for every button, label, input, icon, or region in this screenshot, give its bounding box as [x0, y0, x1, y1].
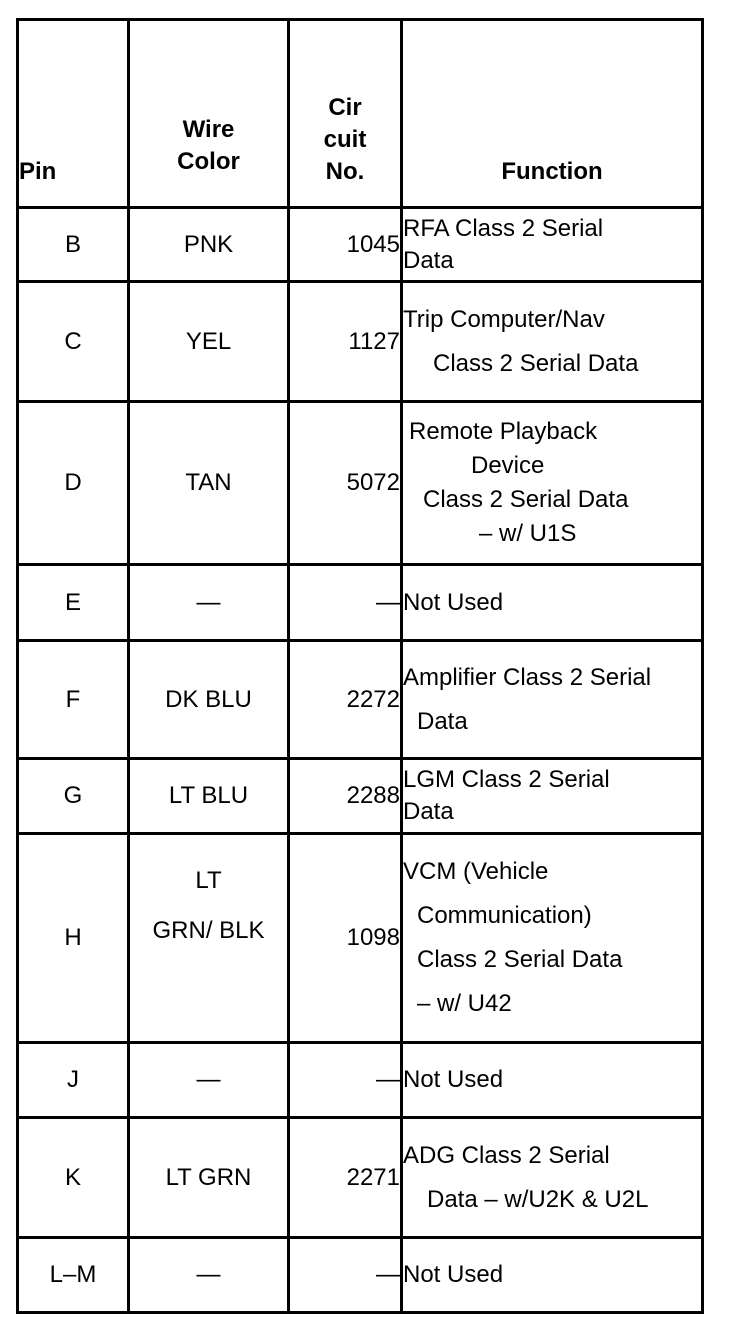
header-row: [18, 20, 703, 208]
table-row: [18, 1043, 703, 1118]
function-cell: Not Used: [402, 1043, 703, 1118]
function-cell: RFA Class 2 Serial Data: [402, 208, 703, 282]
pin-cell: H: [18, 834, 129, 1043]
function-cell: ADG Class 2 Serial Data – w/U2K & U2L: [402, 1118, 703, 1238]
header-function: Function: [402, 20, 703, 208]
circuit-cell: 2288: [289, 759, 402, 834]
wire-color-cell: LT BLU: [129, 759, 289, 834]
function-cell: Not Used: [402, 1238, 703, 1313]
header-circuit-number: Cir cuit No.: [289, 20, 402, 208]
wire-color-cell: —: [129, 565, 289, 641]
connector-pinout-table: [16, 18, 704, 1314]
circuit-cell: —: [289, 1238, 402, 1313]
header-wire-color: Wire Color: [129, 20, 289, 208]
circuit-cell: —: [289, 565, 402, 641]
pin-cell: J: [18, 1043, 129, 1118]
table-row: [18, 565, 703, 641]
circuit-cell: 1098: [289, 834, 402, 1043]
table-row: [18, 834, 703, 1043]
table-row: [18, 759, 703, 834]
wire-color-cell: TAN: [129, 402, 289, 565]
wire-color-cell: PNK: [129, 208, 289, 282]
pin-cell: E: [18, 565, 129, 641]
pin-cell: L–M: [18, 1238, 129, 1313]
wire-color-cell: —: [129, 1238, 289, 1313]
wire-color-cell: YEL: [129, 282, 289, 402]
wire-color-cell: DK BLU: [129, 641, 289, 759]
wire-color-cell: LT GRN: [129, 1118, 289, 1238]
function-cell: Amplifier Class 2 Serial Data: [402, 641, 703, 759]
table-row: [18, 402, 703, 565]
header-pin: Pin: [18, 20, 129, 208]
function-cell: Remote Playback Device Class 2 Serial Data – w/ U1S: [402, 402, 703, 565]
table-row: [18, 1118, 703, 1238]
circuit-cell: 5072: [289, 402, 402, 565]
table-row: [18, 208, 703, 282]
circuit-cell: —: [289, 1043, 402, 1118]
table-row: [18, 641, 703, 759]
wire-color-cell: LT GRN/ BLK: [129, 834, 289, 1043]
function-cell: LGM Class 2 Serial Data: [402, 759, 703, 834]
table-row: [18, 282, 703, 402]
pin-cell: F: [18, 641, 129, 759]
wire-color-cell: —: [129, 1043, 289, 1118]
pin-cell: G: [18, 759, 129, 834]
circuit-cell: 2272: [289, 641, 402, 759]
function-cell: VCM (Vehicle Communication) Class 2 Serial Data – w/ U42: [402, 834, 703, 1043]
pin-cell: C: [18, 282, 129, 402]
function-cell: Not Used: [402, 565, 703, 641]
circuit-cell: 2271: [289, 1118, 402, 1238]
table-row: [18, 1238, 703, 1313]
function-cell: Trip Computer/Nav Class 2 Serial Data: [402, 282, 703, 402]
pin-cell: D: [18, 402, 129, 565]
circuit-cell: 1045: [289, 208, 402, 282]
circuit-cell: 1127: [289, 282, 402, 402]
pin-cell: K: [18, 1118, 129, 1238]
pin-cell: B: [18, 208, 129, 282]
